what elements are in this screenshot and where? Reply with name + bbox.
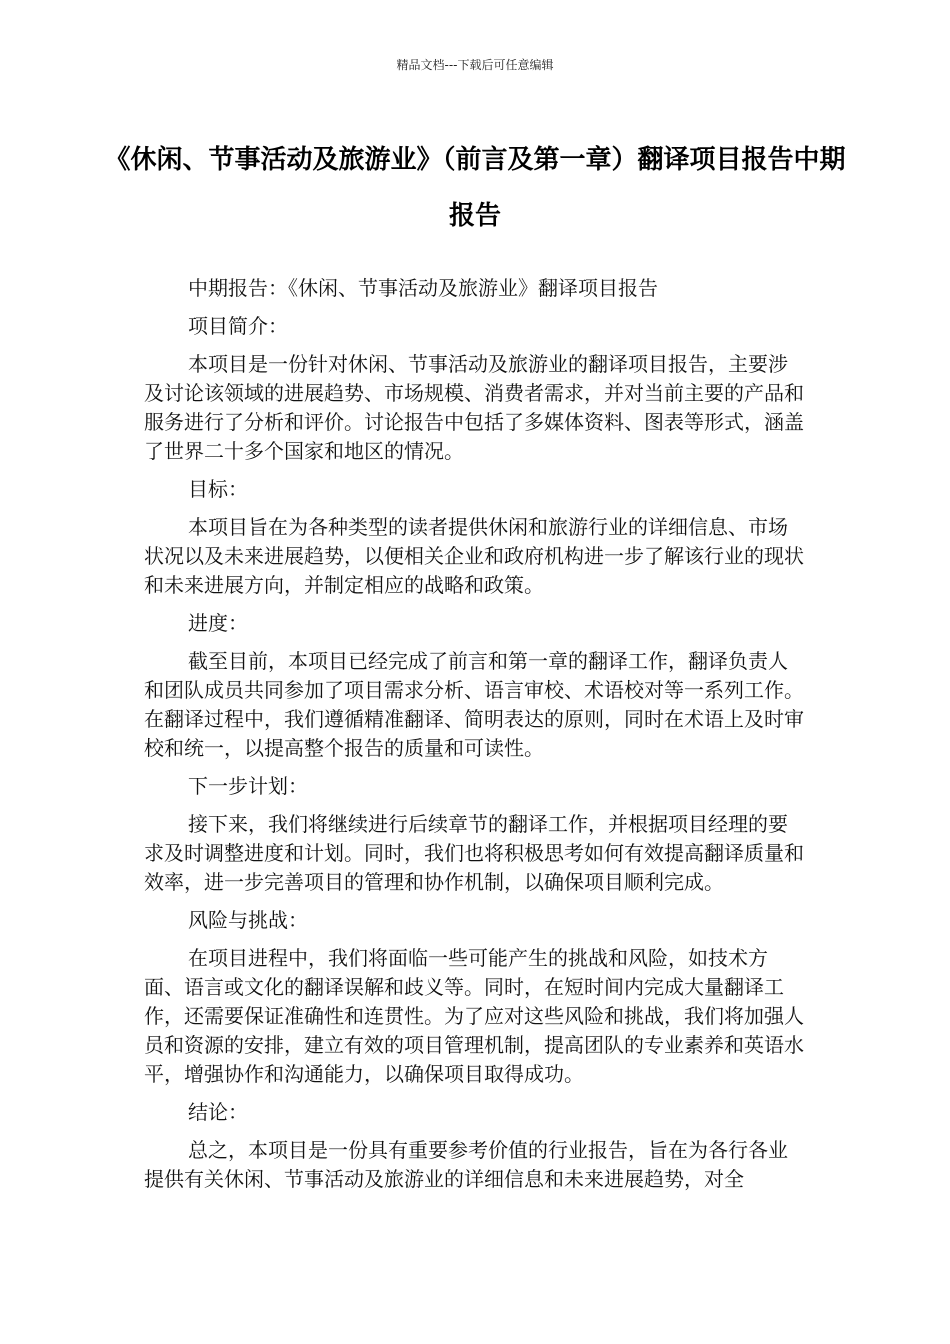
document-title: 《休闲、节事活动及旅游业》（前言及第一章）翻译项目报告中期报告 bbox=[104, 145, 846, 231]
section-paragraph-progress: 截至目前，本项目已经完成了前言和第一章的翻译工作，翻译负责人和团队成员共同参加了项目需求分析、语言审校、术语校对等一系列工作。在翻译过程中，我们遵循精准翻译、简明表达的原则，同时在术语上及时审校和统一，以提高整个报告的质量和可读性。 bbox=[144, 649, 804, 760]
section-heading-progress: 进度： bbox=[188, 611, 248, 635]
section-heading-goal: 目标： bbox=[188, 477, 248, 501]
section-heading-intro: 项目简介： bbox=[188, 314, 288, 338]
document-body bbox=[144, 268, 806, 1203]
section-heading-conclusion: 结论： bbox=[188, 1100, 248, 1124]
section-paragraph-next-steps: 接下来，我们将继续进行后续章节的翻译工作，并根据项目经理的要求及时调整进度和计划。同时，我们也将积极思考如何有效提高翻译质量和效率，进一步完善项目的管理和协作机制，以确保项目顺利完成。 bbox=[144, 812, 804, 894]
section-paragraph-conclusion: 总之，本项目是一份具有重要参考价值的行业报告，旨在为各行各业提供有关休闲、节事活动及旅游业的详细信息和未来进展趋势，对全 bbox=[144, 1138, 788, 1191]
section-paragraph-goal: 本项目旨在为各种类型的读者提供休闲和旅游行业的详细信息、市场状况以及未来进展趋势，以便相关企业和政府机构进一步了解该行业的现状和未来进展方向，并制定相应的战略和政策。 bbox=[144, 515, 804, 597]
section-heading-next-steps: 下一步计划： bbox=[188, 774, 308, 798]
section-paragraph-risks: 在项目进程中，我们将面临一些可能产生的挑战和风险，如技术方面、语言或文化的翻译误解和歧义等。同时，在短时间内完成大量翻译工作，还需要保证准确性和连贯性。为了应对这些风险和挑战，我们将加强人员和资源的安排，建立有效的项目管理机制，提高团队的专业素养和英语水平，增强协作和沟通能力，以确保项目取得成功。 bbox=[144, 946, 804, 1086]
page-header: 精品文档---下载后可任意编辑 bbox=[396, 58, 554, 72]
section-paragraph-intro: 本项目是一份针对休闲、节事活动及旅游业的翻译项目报告，主要涉及讨论该领域的进展趋势、市场规模、消费者需求，并对当前主要的产品和服务进行了分析和评价。讨论报告中包括了多媒体资料、图表等形式，涵盖了世界二十多个国家和地区的情况。 bbox=[144, 352, 804, 463]
report-subtitle: 中期报告：《休闲、节事活动及旅游业》翻译项目报告 bbox=[188, 276, 658, 300]
section-heading-risks: 风险与挑战： bbox=[188, 908, 308, 932]
